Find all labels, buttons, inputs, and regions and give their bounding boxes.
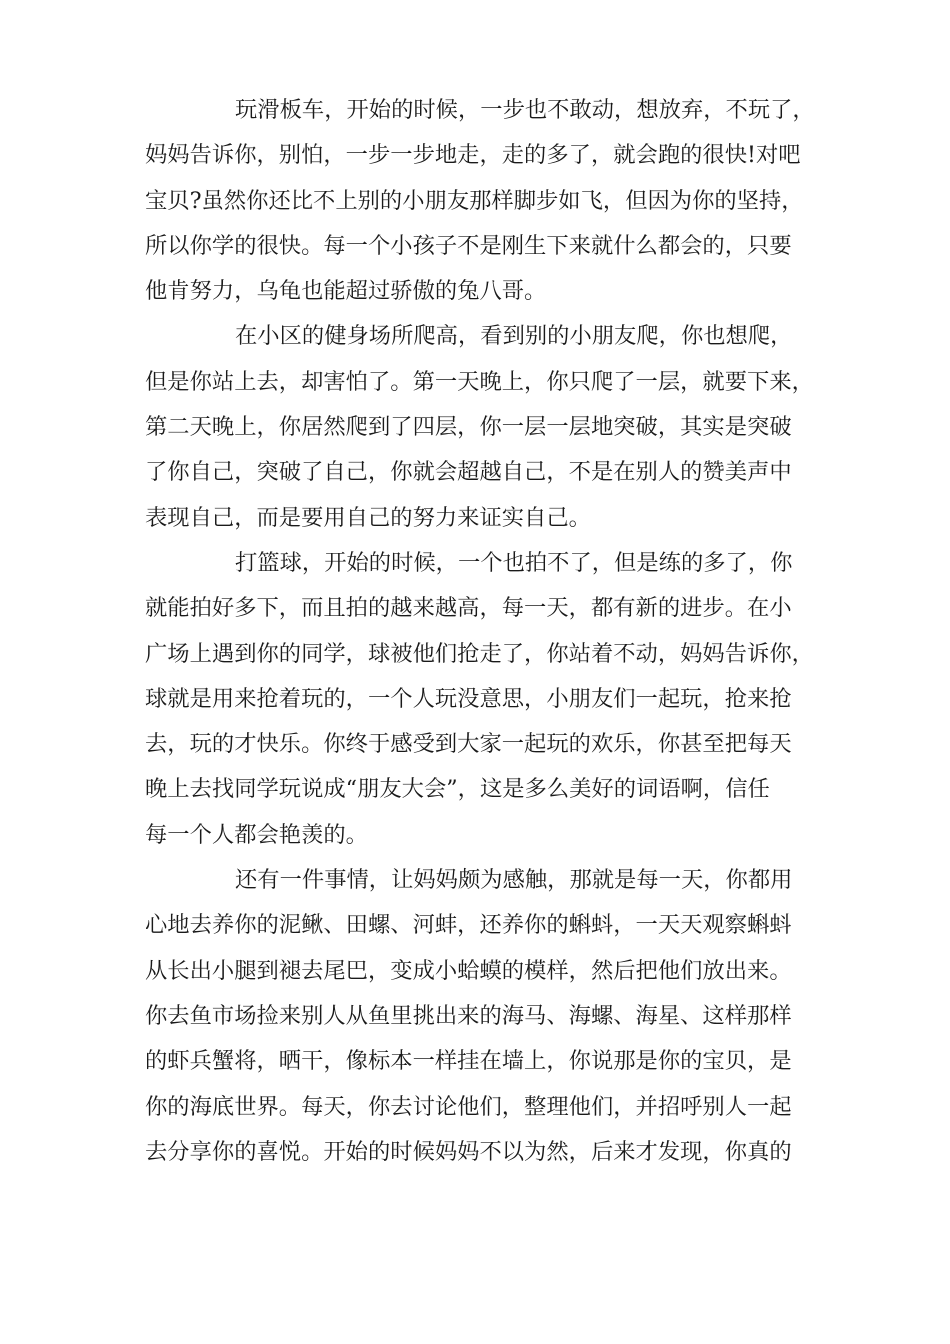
text-line: 球就是用来抢着玩的，一个人玩没意思，小朋友们一起玩，抢来抢 [145,685,792,712]
text-line: 所以你学的很快。每一个小孩子不是刚生下来就什么都会的，只要 [145,232,792,259]
text-line: 你去鱼市场捡来别人从鱼里挑出来的海马、海螺、海星、这样那样 [145,1002,792,1029]
text-line: 你的海底世界。每天，你去讨论他们，整理他们，并招呼别人一起 [145,1093,792,1120]
text-line: 就能拍好多下，而且拍的越来越高，每一天，都有新的进步。在小 [145,595,792,622]
text-line: 但是你站上去，却害怕了。第一天晚上，你只爬了一层，就要下来， [145,368,814,395]
text-line: 去，玩的才快乐。你终于感受到大家一起玩的欢乐，你甚至把每天 [145,731,792,758]
text-line: 去分享你的喜悦。开始的时候妈妈不以为然，后来才发现，你真的 [145,1138,792,1165]
text-line: 妈妈告诉你，别怕，一步一步地走，走的多了，就会跑的很快!对吧 [145,142,801,169]
text-line: 在小区的健身场所爬高，看到别的小朋友爬，你也想爬， [235,323,793,350]
text-line: 的虾兵蟹将，晒干，像标本一样挂在墙上，你说那是你的宝贝，是 [145,1048,792,1075]
text-line: 了你自己，突破了自己，你就会超越自己，不是在别人的赞美声中 [145,459,792,486]
text-line: 每一个人都会艳羡的。 [145,821,368,848]
text-line: 宝贝?虽然你还比不上别的小朋友那样脚步如飞，但因为你的坚持， [145,187,804,214]
text-line: 心地去养你的泥鳅、田螺、河蚌，还养你的蝌蚪，一天天观察蝌蚪 [145,912,792,939]
body-text [145,88,815,1175]
text-line: 表现自己，而是要用自己的努力来证实自己。 [145,504,591,531]
text-line: 晚上去找同学玩说成“朋友大会”，这是多么美好的词语啊，信任 [145,776,770,803]
text-line: 玩滑板车，开始的时候，一步也不敢动，想放弃，不玩了， [235,97,815,123]
text-line: 第二天晚上，你居然爬到了四层，你一层一层地突破，其实是突破 [145,414,792,441]
text-line: 打篮球，开始的时候，一个也拍不了，但是练的多了，你 [235,549,793,576]
text-line: 还有一件事情，让妈妈颇为感触，那就是每一天，你都用 [235,867,793,894]
text-line: 从长出小腿到褪去尾巴，变成小蛤蟆的模样，然后把他们放出来。 [145,957,792,984]
text-line: 他肯努力，乌龟也能超过骄傲的兔八哥。 [145,278,547,305]
text-line: 广场上遇到你的同学，球被他们抢走了，你站着不动，妈妈告诉你， [145,640,814,667]
